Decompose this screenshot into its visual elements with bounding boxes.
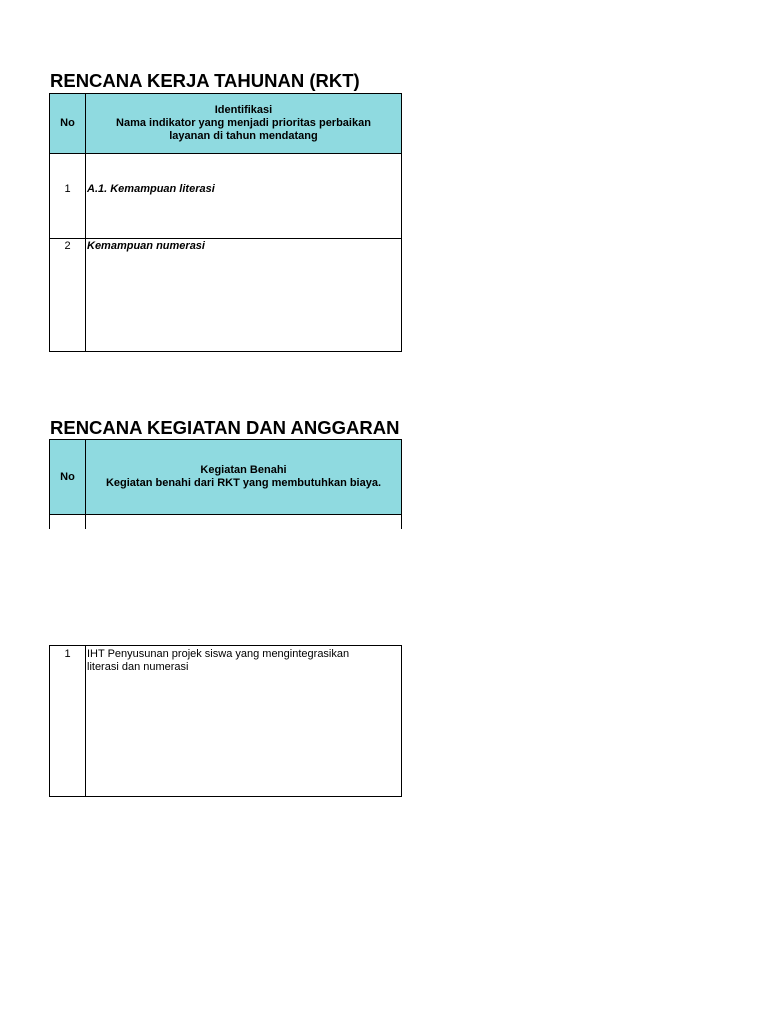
rkt-row-indicator-text: A.1. Kemampuan literasi (87, 183, 215, 195)
rkas-table-header (49, 439, 402, 515)
rkt-header-no: No (50, 94, 86, 153)
rkt-table-header (49, 93, 402, 154)
column-divider (85, 515, 86, 529)
rkt-row-indicator-text: Kemampuan numerasi (87, 240, 205, 252)
rkas-title: RENCANA KEGIATAN DAN ANGGARAN (50, 417, 400, 438)
rkas-header-no: No (50, 440, 86, 514)
rkas-row-activity: IHT Penyusunan projek siswa yang mengintegrasikan literasi dan numerasi (87, 648, 350, 673)
rkt-title: RENCANA KERJA TAHUNAN (RKT) (50, 70, 360, 91)
rkas-header-kegiatan (86, 440, 401, 514)
rkt-row-indicator (86, 239, 401, 351)
table-row (49, 239, 402, 352)
rkas-table-continuation (49, 515, 402, 529)
rkas-row-no: 1 (50, 646, 86, 796)
rkt-row-indicator (86, 154, 401, 238)
rkt-header-identifikasi (86, 94, 401, 153)
table-row (49, 154, 402, 239)
rkt-row-no: 1 (50, 154, 86, 238)
rkt-row-no: 2 (50, 239, 86, 351)
rkas-header-kegiatan-text: Kegiatan Benahi Kegiatan benahi dari RKT yang membutuhkan biaya. (105, 464, 382, 489)
table-row (49, 645, 402, 797)
rkt-header-identifikasi-text: Identifikasi Nama indikator yang menjadi prioritas perbaikan layanan di tahun mendatang (116, 104, 371, 142)
